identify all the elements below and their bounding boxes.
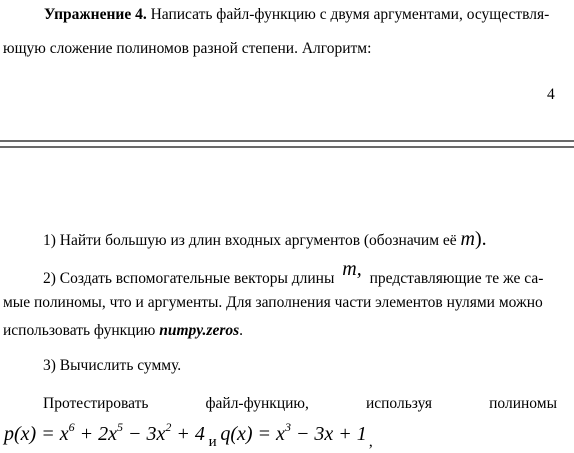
step-2-var: m,: [342, 258, 362, 280]
step-2-text-2: представляющие те же са-: [365, 270, 544, 287]
test-line-1: [43, 395, 557, 413]
step-2-line-1: [43, 258, 557, 289]
test-word-1: Протестировать: [43, 395, 149, 412]
p-formula-tail: + 4: [171, 423, 205, 445]
step-2-text-4: использовать функцию: [3, 322, 160, 339]
p-exp-1: 6: [68, 420, 75, 434]
test-word-3: используя: [365, 395, 433, 412]
page-number: 4: [547, 86, 555, 103]
step-2-text-3: мые полиномы, что и аргументы. Для заполнения части элементов нулями можно: [3, 294, 543, 311]
p-formula-mid-1: + 2x: [74, 423, 117, 445]
exercise-line-2: [3, 40, 371, 58]
step-3: 3) Вычислить сумму.: [43, 357, 182, 374]
step-2-func: numpy.zeros: [159, 322, 240, 339]
page-break-rule-bottom: [0, 146, 574, 148]
p-exp-2: 5: [116, 420, 123, 434]
p-formula-mid-2: − 3x: [122, 423, 166, 445]
page-break-rule-top: [0, 140, 574, 142]
polynomial-formulas: [4, 420, 373, 450]
q-formula-lhs: q(x) = x: [220, 423, 285, 445]
step-1-var: m: [460, 228, 475, 250]
step-1: [43, 228, 487, 251]
step-1-tail: ).: [474, 228, 487, 250]
test-word-4: полиномы: [489, 395, 557, 412]
q-exp-1: 3: [284, 420, 291, 434]
exercise-line-1: [44, 6, 556, 24]
step-2-line-2: [3, 294, 543, 312]
exercise-text-2: ющую сложение полиномов разной степени. Алгоритм:: [3, 40, 372, 57]
step-1-text: 1) Найти большую из длин входных аргументов (обозначим её: [43, 232, 461, 249]
formula-comma: ,: [368, 433, 373, 450]
p-exp-3: 2: [165, 420, 172, 434]
test-word-2: файл-функцию,: [205, 395, 309, 412]
and-word: и: [204, 434, 221, 450]
step-2-line-3: [3, 322, 243, 340]
step-2-text-1: 2) Создать вспомогательные векторы длины: [43, 270, 339, 287]
p-formula-lhs: p(x) = x: [4, 423, 69, 445]
exercise-text-1: Написать файл-функцию с двумя аргументами, осуществля-: [146, 6, 550, 23]
q-formula-tail: − 3x + 1: [290, 423, 367, 445]
step-2-text-5: .: [239, 322, 244, 339]
exercise-title: Упражнение 4.: [44, 6, 147, 23]
